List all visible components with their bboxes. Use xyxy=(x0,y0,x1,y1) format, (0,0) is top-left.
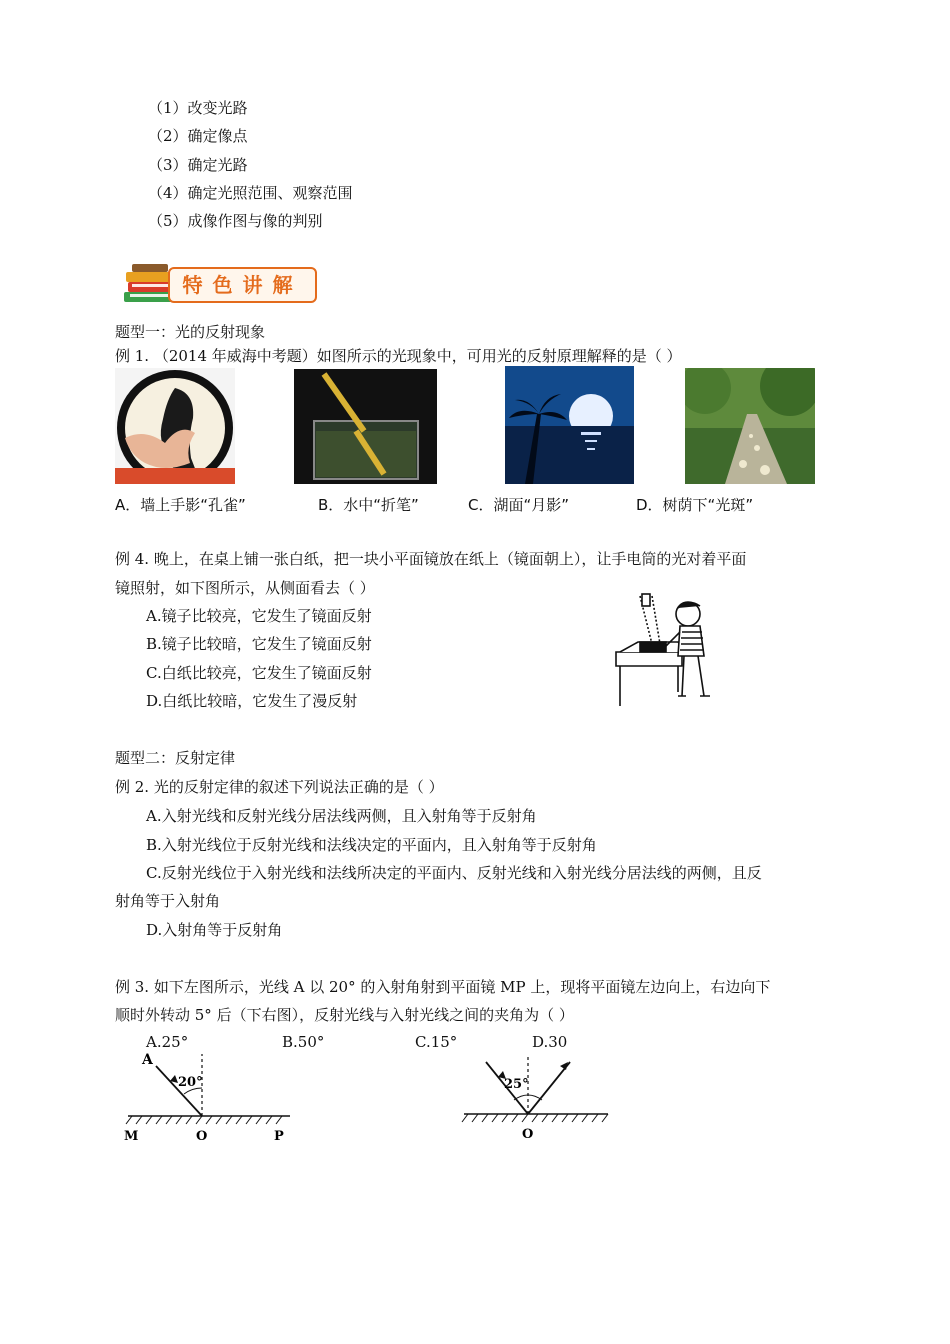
question-text: 例 2. 光的反射定律的叙述下列说法正确的是（ ） xyxy=(115,778,444,796)
option-c: C.反射光线位于入射光线和法线所决定的平面内、反射光线和入射光线分居法线的两侧，且反 xyxy=(146,864,762,882)
moon-reflection-image xyxy=(505,366,634,484)
option-a: A.镜子比较亮，它发生了镜面反射 xyxy=(146,607,372,625)
option-d: D.30 xyxy=(532,1033,568,1051)
option-c-continued: 射角等于入射角 xyxy=(115,892,221,910)
point-label-m: M xyxy=(124,1129,139,1142)
section-banner xyxy=(120,262,320,308)
angle-label: 25° xyxy=(504,1077,529,1092)
question-text: 例 1. （2014 年威海中考题）如图所示的光现象中，可用光的反射原理解释的是（ ） xyxy=(115,347,682,365)
list-item: （5）成像作图与像的判别 xyxy=(148,212,323,230)
point-label-o: O xyxy=(196,1129,208,1142)
option-c: C．湖面“月影” xyxy=(468,496,570,514)
option-b: B.50° xyxy=(282,1033,325,1051)
tree-shade-image xyxy=(685,368,815,484)
list-item: （3）确定光路 xyxy=(148,156,248,174)
option-c: C.白纸比较亮，它发生了镜面反射 xyxy=(146,664,372,682)
hand-shadow-image xyxy=(115,368,235,484)
section-heading: 题型一：光的反射现象 xyxy=(115,323,266,341)
option-b: B．水中“折笔” xyxy=(318,496,419,514)
option-c: C.15° xyxy=(415,1033,458,1051)
option-d: D．树荫下“光斑” xyxy=(636,496,754,514)
reflection-diagram-right xyxy=(458,1050,618,1142)
section-heading: 题型二：反射定律 xyxy=(115,749,236,767)
ray-label-a: A xyxy=(142,1052,153,1068)
boy-flashlight-illustration xyxy=(612,592,722,708)
question-text: 顺时外转动 5° 后（下右图），反射光线与入射光线之间的夹角为（ ） xyxy=(115,1006,574,1024)
option-b: B.入射光线位于反射光线和法线决定的平面内，且入射角等于反射角 xyxy=(146,836,597,854)
list-item: （4）确定光照范围、观察范围 xyxy=(148,184,353,202)
option-d: D.入射角等于反射角 xyxy=(146,921,283,939)
list-item: （1）改变光路 xyxy=(148,99,248,117)
option-a: A．墙上手影“孔雀” xyxy=(115,496,246,514)
point-label-o: O xyxy=(522,1127,534,1142)
list-item: （2）确定像点 xyxy=(148,127,248,145)
option-b: B.镜子比较暗，它发生了镜面反射 xyxy=(146,635,372,653)
reflection-diagram-left xyxy=(118,1050,298,1142)
question-text: 镜照射，如下图所示，从侧面看去（ ） xyxy=(115,579,375,597)
option-d: D.白纸比较暗，它发生了漫反射 xyxy=(146,692,358,710)
angle-label: 20° xyxy=(178,1075,203,1090)
banner-title: 特色讲解 xyxy=(168,267,317,303)
question-text: 例 4. 晚上，在桌上铺一张白纸，把一块小平面镜放在纸上（镜面朝上），让手电筒的光对着平面 xyxy=(115,550,747,568)
option-a: A.25° xyxy=(146,1033,189,1051)
question-text: 例 3. 如下左图所示，光线 A 以 20° 的入射角射到平面镜 MP 上，现将平面镜左边向上，右边向下 xyxy=(115,978,771,996)
pencil-in-water-image xyxy=(294,369,437,484)
point-label-p: P xyxy=(274,1129,284,1142)
option-a: A.入射光线和反射光线分居法线两侧，且入射角等于反射角 xyxy=(146,807,537,825)
